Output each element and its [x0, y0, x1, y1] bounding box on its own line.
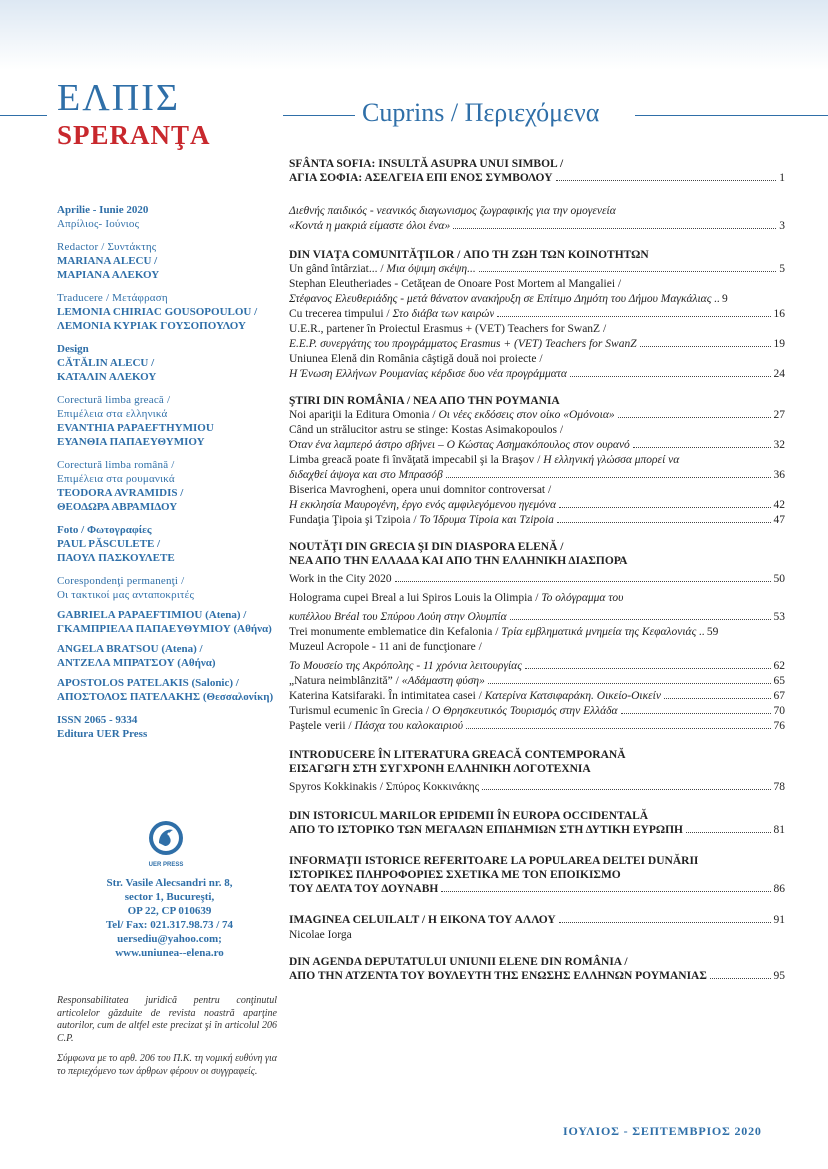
header-rule-right	[635, 115, 828, 116]
page-number: 86	[773, 883, 785, 895]
greek-proofreading-heading-greek: Επιμέλεια στα ελληνικά	[57, 408, 168, 420]
designer-name-greek: ΚΑΤΑΛΙΝ ΑΛΕΚΟΥ	[57, 371, 157, 383]
greek-proofreader-name: EVANTHIA PAPAEFTHYMIOU	[57, 422, 214, 434]
page-number: 50	[773, 573, 785, 585]
section-heading: DIN VIAŢA COMUNITĂŢILOR / ΑΠΟ ΤΗ ΖΩΗ ΤΩΝ ΚΟΙΝΟΤΗΤΩΝ	[289, 249, 649, 261]
section-heading: ΕΙΣΑΓΩΓΗ ΣΤΗ ΣΥΓΧΡΟΝΗ ΕΛΛΗΝΙΚΗ ΛΟΓΟΤΕΧΝΙΑ	[289, 763, 591, 775]
translator-name-greek: ΛΕΜΟΝΙΑ ΚΥΡΙΑΚ ΓΟΥΣΟΠΟΥΛΟΥ	[57, 320, 246, 332]
page-number: 27	[773, 409, 785, 421]
section-heading: DIN AGENDA DEPUTATULUI UNIUNII ELENE DIN ROMÂNIA /	[289, 956, 628, 968]
page-number: 32	[773, 439, 785, 451]
page-number: 91	[773, 914, 785, 926]
page-number: 70	[773, 705, 785, 717]
toc-entry[interactable]: Noi apariţii la Editura Omonia / Οι νέες εκδόσεις στον οίκο «Ομόνοια» 27	[289, 409, 785, 421]
toc-entry[interactable]: Το Μουσείο της Ακρόπολης - 11 χρόνια λειτουργίας 62	[289, 660, 785, 672]
page-number: 47	[773, 514, 785, 526]
header-rule-left	[0, 115, 47, 116]
correspondent-name: GABRIELA PAPAEFTIMIOU (Atena) /	[57, 609, 247, 621]
toc-entry[interactable]: Η εκκλησία Μαυρογένη, έργο ενός αμφιλεγόμενου ηγεμόνα 42	[289, 499, 785, 511]
page-number: 42	[773, 499, 785, 511]
toc-entry[interactable]: «Κοντά η μακριά είμαστε όλοι ένα» 3	[289, 220, 785, 232]
disclaimer-romanian: Responsabilitatea juridică pentru conţinutul articolelor găzduite de revista noastră aparţine autorilor, cum de altfel este precizat şi în articolul 206 C.P.	[57, 995, 277, 1044]
page-number: 19	[773, 338, 785, 350]
issue-date-footer: ΙΟΥΛΙΟΣ - ΣΕΠΤΕΜΒΡΙΟΣ 2020	[563, 1124, 762, 1138]
disclaimer-greek: Σύμφωνα με το αρθ. 206 του Π.Κ. τη νομική ευθύνη για το περιεχόμενο των άρθρων φέρουν οι συγγραφείς.	[57, 1053, 277, 1077]
section-heading: ΙΣΤΟΡΙΚΕΣ ΠΛΗΡΟΦΟΡΙΕΣ ΣΧΕΤΙΚΑ ΜΕ ΤΟΝ ΕΠΟΙΚΙΣΜΟ	[289, 869, 621, 881]
photographer-name-greek: ΠΑΟΥΛ ΠΑΣΚΟΥΛΕΤΕ	[57, 552, 175, 564]
translator-name: LEMONIA CHIRIAC GOUSOPOULOU /	[57, 306, 258, 318]
toc-entry[interactable]: Fundaţia Ţipoia şi Tzipoia / Το Ίδρυμα Τίpoia και Τzipoia 47	[289, 514, 785, 526]
section-heading: INFORMAŢII ISTORICE REFERITOARE LA POPULAREA DELTEI DUNĂRII	[289, 855, 699, 867]
uer-press-logo	[143, 818, 189, 870]
editor-name-greek: ΜΑΡΙΑΝΑ ΑΛΕΚΟΥ	[57, 269, 160, 281]
page-number: 1	[779, 172, 785, 184]
masthead-staff	[57, 203, 282, 741]
page-number: 81	[773, 824, 785, 836]
emblem-label: UER PRESS	[148, 862, 184, 868]
header-rule-middle	[283, 115, 355, 116]
toc-entry-text: Muzeul Acropole - 11 ani de funcţionare /	[289, 641, 482, 653]
toc-entry[interactable]: Paştele verii / Πάσχα του καλοκαιριού 76	[289, 720, 785, 732]
romanian-proofreading-heading-greek: Επιμέλεια στα ρουμανικά	[57, 473, 175, 485]
page-number: 5	[779, 263, 785, 275]
address-line: sector 1, Bucureşti,	[124, 891, 215, 903]
page-number: 59	[706, 626, 719, 638]
page-number: 62	[773, 660, 785, 672]
page-number: 9	[722, 293, 728, 305]
address-line: OP 22, CP 010639	[127, 905, 212, 917]
masthead-title-greek: ΕΛΠΙΣ	[57, 77, 180, 119]
toc-entry[interactable]: „Natura neimblânzită” / «Αδάμαστη φύση» 65	[289, 675, 785, 687]
masthead-title-romanian: SPERANŢA	[57, 120, 211, 150]
email-link[interactable]: uersediu@yahoo.com;	[117, 933, 222, 945]
correspondents-heading-greek: Οι τακτικοί μας ανταποκριτές	[57, 589, 194, 601]
translation-heading: Traducere / Μετάφραση	[57, 292, 168, 304]
greek-proofreader-name-greek: ΕΥΑΝΘΙΑ ΠΑΠΑΕΥΘΥΜΙΟΥ	[57, 436, 205, 448]
greek-proofreading-heading: Corectură limba greacă /	[57, 394, 171, 406]
correspondent-name: APOSTOLOS PATELAKIS (Salonic) /	[57, 677, 239, 689]
page-number: 95	[773, 970, 785, 982]
toc-entry-text: Biserica Mavrogheni, opera unui domnitor controversat /	[289, 484, 552, 496]
toc-entry-text: Stephan Eleutheriades - Cetăţean de Onoare Post Mortem al Mangaliei /	[289, 278, 622, 290]
toc-entry[interactable]: Στέφανος Ελευθεριάδης - μετά θάνατον ανακήρυξη σε Επίτιμο Δημότη του Δήμου Μαγκάλιας .. 9	[289, 293, 728, 305]
photographer-name: PAUL PĂSCULETE /	[57, 538, 161, 550]
website-link[interactable]: www.uniunea--elena.ro	[115, 947, 224, 959]
table-of-contents	[289, 157, 785, 984]
toc-entry[interactable]: Spyros Kokkinakis / Σπύρος Κοκκινάκης 78	[289, 781, 785, 793]
section-heading: NOUTĂŢI DIN GRECIA ŞI DIN DIASPORA ELENĂ /	[289, 541, 564, 553]
toc-entry[interactable]: κυπέλλου Bréal του Σπύρου Λούη στην Ολυμπία 53	[289, 611, 785, 623]
toc-entry[interactable]: ΑΓΙΑ ΣΟΦΙΑ: ΑΣΕΛΓΕΙΑ ΕΠΙ ΕΝΟΣ ΣΥΜΒΟΛΟΥ 1	[289, 172, 785, 184]
correspondent-name: ANGELA BRATSOU (Atena) /	[57, 643, 203, 655]
page-number: 65	[773, 675, 785, 687]
photo-heading: Foto / Φωτογραφίες	[57, 524, 152, 536]
issue-period-greek: Απρίλιος- Ιούνιος	[57, 218, 140, 230]
page-number: 3	[779, 220, 785, 232]
page-number: 76	[773, 720, 785, 732]
page-number: 53	[773, 611, 785, 623]
toc-entry[interactable]: Ε.Ε.Ρ. συνεργάτης του προγράμματος Erasmus + (VET) Teachers for SwanZ 19	[289, 338, 785, 350]
editor-heading: Redactor / Συντάκτης	[57, 241, 157, 253]
toc-entry[interactable]: ΑΠΟ ΤΗΝ ΑΤΖΕΝΤΑ ΤΟΥ ΒΟΥΛΕΥΤΗ ΤΗΣ ΕΝΩΣΗΣ ΕΛΛΗΝΩΝ ΡΟΥΜΑΝΙΑΣ 95	[289, 970, 785, 982]
section-heading: INTRODUCERE ÎN LITERATURA GREACĂ CONTEMPORANĂ	[289, 749, 626, 761]
page-number: 36	[773, 469, 785, 481]
toc-entry[interactable]: ΑΠΟ ΤΟ ΙΣΤΟΡΙΚΟ ΤΩΝ ΜΕΓΑΛΩΝ ΕΠΙΔΗΜΙΩΝ ΣΤΗ ΔΥΤΙΚΗ ΕΥΡΩΠΗ 81	[289, 824, 785, 836]
toc-entry[interactable]: Όταν ένα λαμπερό άστρο σβήνει – Ο Κώστας Ασημακόπουλος στον ουρανό 32	[289, 439, 785, 451]
phone-fax: Tel/ Fax: 021.317.98.73 / 74	[105, 919, 233, 931]
page-number: 16	[773, 308, 785, 320]
section-heading: DIN ISTORICUL MARILOR EPIDEMII ÎN EUROPA OCCIDENTALĂ	[289, 810, 649, 822]
correspondent-name-greek: ΑΝΤΖΕΛΑ ΜΠΡΑΤΣΟΥ (Αθήνα)	[57, 657, 216, 669]
issue-period: Aprilie - Iunie 2020	[57, 204, 149, 216]
toc-entry[interactable]: Trei monumente emblematice din Kefalonia / Τρία εμβληματικά μνημεία της Κεφαλονιάς .. 59	[289, 626, 719, 638]
toc-entry[interactable]: IMAGINEA CELUILALT / Η ΕΙΚΟΝΑ ΤΟΥ ΑΛΛΟΥ 91	[289, 914, 785, 926]
toc-entry[interactable]: διδαχθεί άψογα και στο Μπρασόβ 36	[289, 469, 785, 481]
issn: ISSN 2065 - 9334	[57, 714, 138, 726]
correspondent-name-greek: ΑΠΟΣΤΟΛΟΣ ΠΑΤΕΛΑΚΗΣ (Θεσσαλονίκη)	[57, 691, 274, 703]
toc-entry[interactable]: ΤΟΥ ΔΕΛΤΑ ΤΟΥ ΔΟΥΝΑΒΗ 86	[289, 883, 785, 895]
toc-entry[interactable]: Turismul ecumenic în Grecia / Ο Θρησκευτικός Τουρισμός στην Ελλάδα 70	[289, 705, 785, 717]
author-name: Nicolae Iorga	[289, 929, 352, 941]
design-heading: Design	[57, 343, 89, 355]
page-number: 67	[773, 690, 785, 702]
toc-entry[interactable]: Work in the City 2020 50	[289, 573, 785, 585]
designer-name: CĂTĂLIN ALECU /	[57, 357, 155, 369]
toc-entry-text: Limba greacă poate fi învăţată impecabil şi la Braşov / Η ελληνική γλώσσα μπορεί να	[289, 454, 680, 466]
toc-entry-text: Când un strălucitor astru se stinge: Kostas Asimakopoulos /	[289, 424, 564, 436]
toc-entry-text: Uniunea Elenă din România câştigă două noi proiecte /	[289, 353, 543, 365]
toc-entry-text: Holograma cupei Breal a lui Spiros Louis la Olimpia / Το ολόγραμμα του	[289, 592, 624, 604]
page-number: 24	[773, 368, 785, 380]
section-heading: ΝΕΑ ΑΠΟ ΤΗΝ ΕΛΛΑΔΑ ΚΑΙ ΑΠΟ ΤΗΝ ΕΛΛΗΝΙΚΗ ΔΙΑΣΠΟΡΑ	[289, 555, 628, 567]
section-heading: ŞTIRI DIN ROMÂNIA / ΝΕΑ ΑΠΟ ΤΗΝ ΡΟΥΜΑΝΙΑ	[289, 395, 560, 407]
toc-entry-text: U.E.R., partener în Proiectul Erasmus + (VET) Teachers for SwanZ /	[289, 323, 607, 335]
romanian-proofreader-name: TEODORA AVRAMIDIS /	[57, 487, 184, 499]
header-gradient	[0, 0, 828, 70]
address-line: Str. Vasile Alecsandri nr. 8,	[106, 877, 233, 889]
toc-entry[interactable]: Katerina Katsifaraki. În intimitatea casei / Κατερίνα Κατσιφαράκη. Οικείο-Οικείν 67	[289, 690, 785, 702]
romanian-proofreader-name-greek: ΘΕΟΔΩΡΑ ΑΒΡΑΜΙΔΟΥ	[57, 501, 178, 513]
editor-name: MARIANA ALECU /	[57, 255, 158, 267]
publisher: Editura UER Press	[57, 728, 148, 740]
page-number: 78	[773, 781, 785, 793]
romanian-proofreading-heading: Corectură limba română /	[57, 459, 175, 471]
toc-entry[interactable]: Un gând întârziat... / Μια όψιμη σκέψη... 5	[289, 263, 785, 275]
contents-title: Cuprins / Περιεχόμενα	[362, 98, 600, 127]
section-heading: SFÂNTA SOFIA: INSULTĂ ASUPRA UNUI SIMBOL /	[289, 158, 564, 170]
contact-address	[57, 876, 282, 960]
toc-entry[interactable]: Cu trecerea timpului / Στο διάβα των καιρών 16	[289, 308, 785, 320]
toc-entry[interactable]: Η Ένωση Ελλήνων Ρουμανίας κέρδισε δυο νέα προγράμματα 24	[289, 368, 785, 380]
correspondent-name-greek: ΓΚΑΜΠΡΙΕΛΑ ΠΑΠΑΕΥΘΥΜΙΟΥ (Αθήνα)	[57, 623, 272, 635]
correspondents-heading: Corespondenţi permanenţi /	[57, 575, 185, 587]
toc-entry-text: Διεθνής παιδικός - νεανικός διαγωνισμος ζωγραφικής για την ομογενεία	[289, 205, 616, 217]
